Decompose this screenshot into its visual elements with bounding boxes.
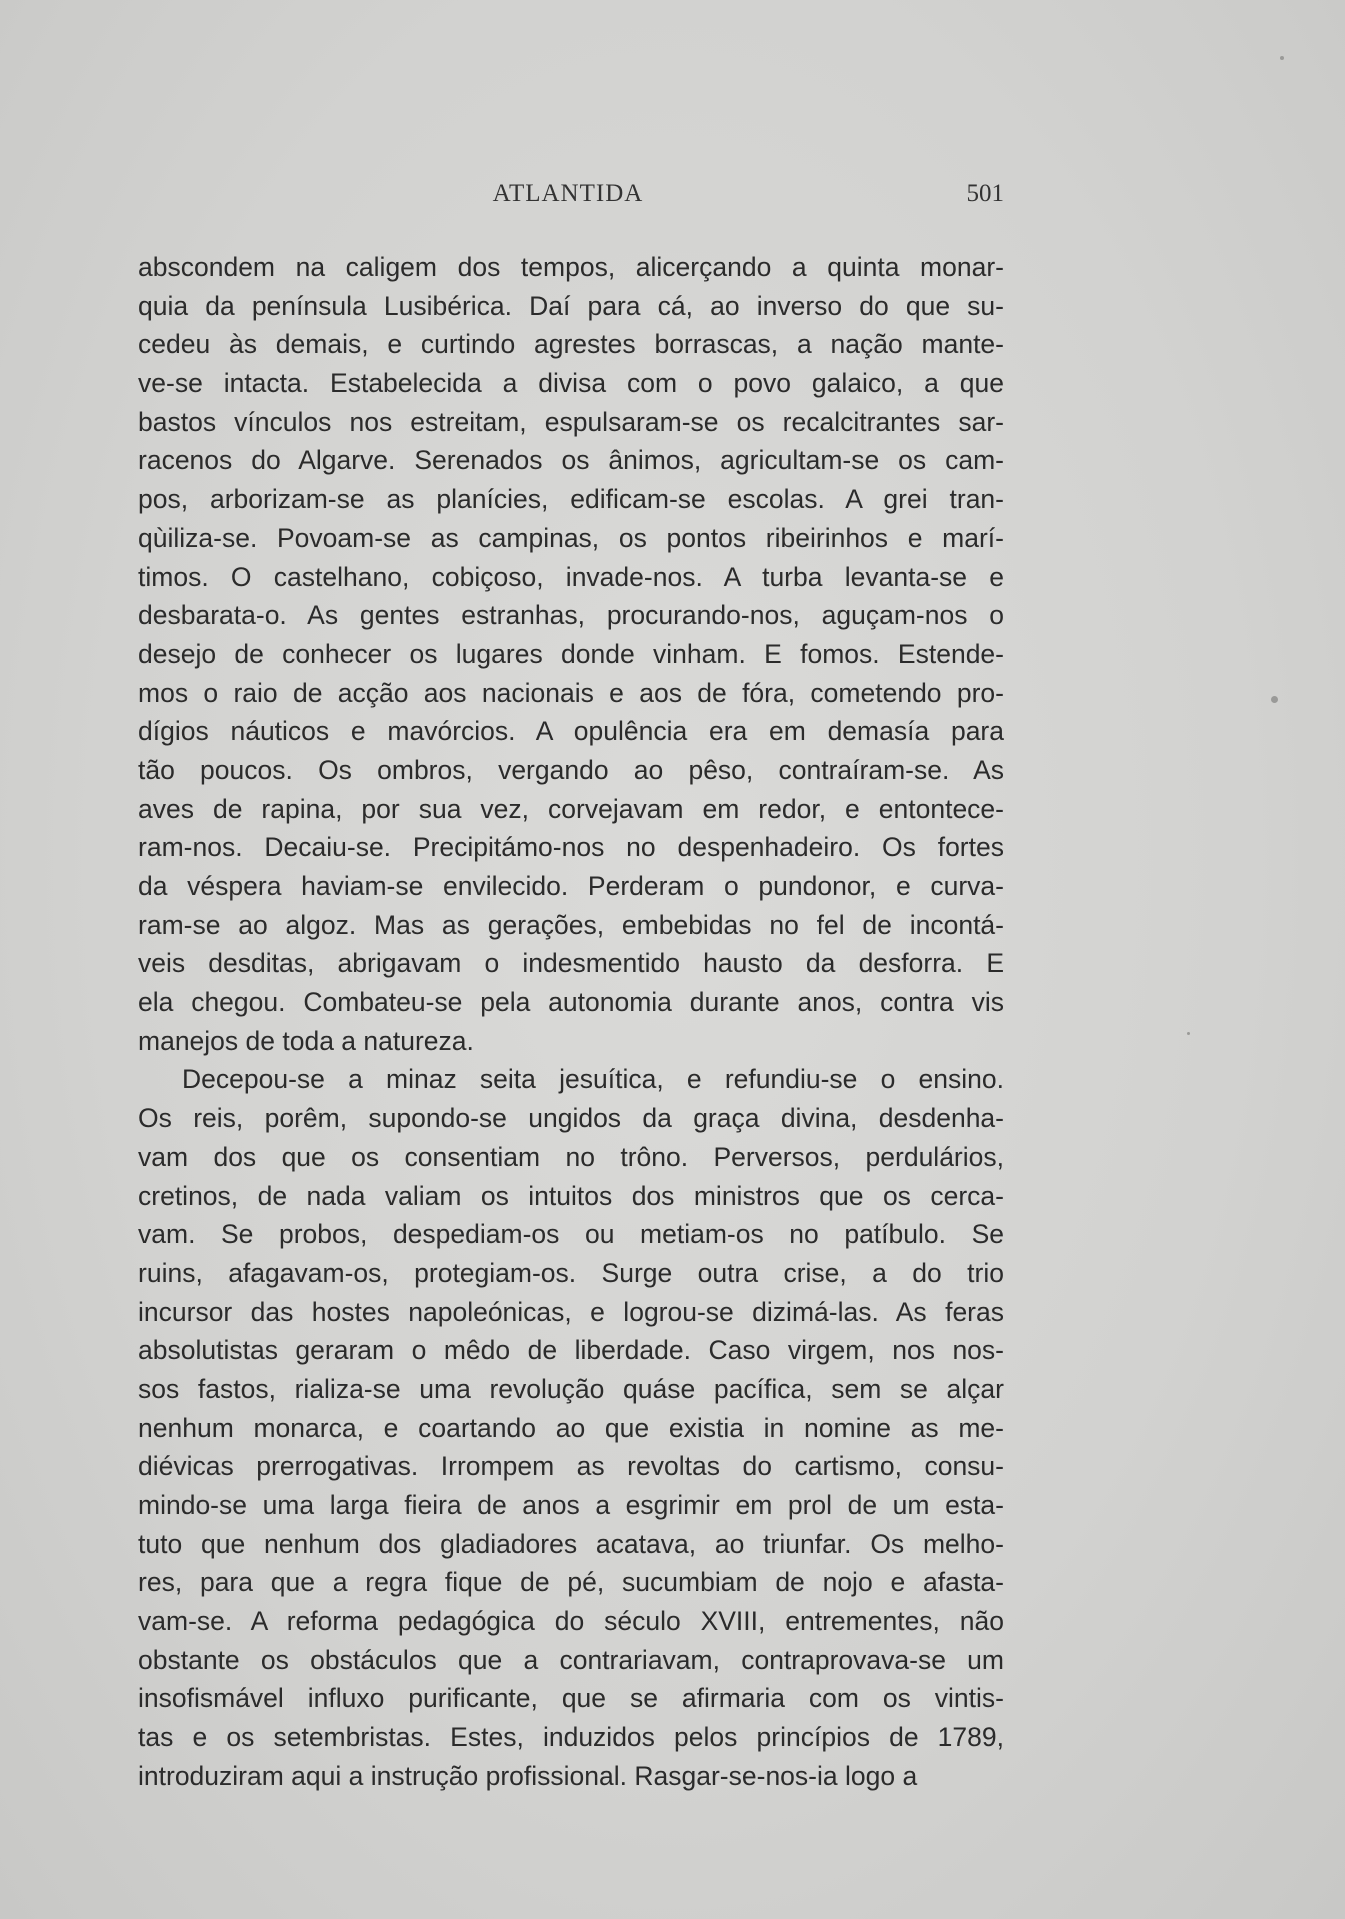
text-line: ram-se ao algoz. Mas as gerações, embebidas no fel de incontá-: [138, 909, 1004, 940]
text-line: sos fastos, rializa-se uma revolução quáse pacífica, sem se alçar: [138, 1373, 1004, 1404]
paper-speck: [1280, 56, 1284, 60]
text-line: ram-nos. Decaiu-se. Precipitámo-nos no despenhadeiro. Os fortes: [138, 832, 1004, 863]
text-line: mindo-se uma larga fieira de anos a esgrimir em prol de um esta-: [138, 1490, 1004, 1520]
text-line: res, para que a regra fique de pé, sucumbiam de nojo e afasta-: [138, 1567, 1004, 1598]
text-line: veis desditas, abrigavam o indesmentido hausto da desforra. E: [138, 948, 1004, 979]
text-line: cretinos, de nada valiam os intuitos dos ministros que os cerca-: [138, 1180, 1004, 1211]
page-number: 501: [966, 180, 1004, 207]
text-line: Decepou-se a minaz seita jesuítica, e refundiu-se o ensino.: [182, 1064, 1004, 1095]
text-line: diévicas prerrogativas. Irrompem as revoltas do cartismo, consu-: [138, 1451, 1004, 1482]
text-line: tas e os setembristas. Estes, induzidos pelos princípios de 1789,: [138, 1722, 1004, 1753]
text-line: desejo de conhecer os lugares donde vinham. E fomos. Estende-: [138, 638, 1004, 669]
text-line: timos. O castelhano, cobiçoso, invade-nos. A turba levanta-se e: [138, 561, 1004, 592]
text-line: abscondem na caligem dos tempos, alicerçando a quinta monar-: [138, 252, 1004, 282]
text-line: ve-se intacta. Estabelecida a divisa com o povo galaico, a que: [138, 368, 1004, 399]
text-line: introduziram aqui a instrução profissional. Rasgar-se-nos-ia logo a: [138, 1760, 918, 1791]
text-line: vam-se. A reforma pedagógica do século XVIII, entrementes, não: [138, 1606, 1004, 1637]
text-line: vam dos que os consentiam no trôno. Perversos, perdulários,: [138, 1141, 1004, 1172]
text-line: tuto que nenhum dos gladiadores acatava, ao triunfar. Os melho-: [138, 1528, 1004, 1559]
text-line: aves de rapina, por sua vez, corvejavam em redor, e entontece-: [138, 793, 1004, 824]
text-line: obstante os obstáculos que a contrariavam, contraprovava-se um: [138, 1644, 1004, 1675]
text-line: qùiliza-se. Povoam-se as campinas, os pontos ribeirinhos e marí-: [138, 522, 1004, 553]
running-title: ATLANTIDA: [492, 180, 644, 207]
text-line: quia da península Lusibérica. Daí para cá, ao inverso do que su-: [138, 290, 1004, 321]
text-line: ruins, afagavam-os, protegiam-os. Surge outra crise, a do trio: [138, 1257, 1004, 1288]
text-line: mos o raio de acção aos nacionais e aos de fóra, cometendo pro-: [138, 677, 1004, 708]
paragraph: [138, 1060, 1004, 1795]
text-line: dígios náuticos e mavórcios. A opulência era em demasía para: [138, 716, 1004, 747]
text-line: nenhum monarca, e coartando ao que existia in nomine as me-: [138, 1412, 1004, 1443]
page-header: [132, 176, 1004, 216]
text-line: ela chegou. Combateu-se pela autonomia durante anos, contra vis: [138, 987, 1004, 1018]
body-text: [138, 248, 1004, 1796]
text-line: manejos de toda a natureza.: [138, 1025, 474, 1056]
text-line: tão poucos. Os ombros, vergando ao pêso, contraíram-se. As: [138, 754, 1004, 785]
text-line: absolutistas geraram o mêdo de liberdade. Caso virgem, nos nos-: [138, 1335, 1004, 1366]
text-line: desbarata-o. As gentes estranhas, procurando-nos, aguçam-nos o: [138, 600, 1004, 631]
paper-speck: [1187, 1032, 1190, 1035]
text-line: Os reis, porêm, supondo-se ungidos da graça divina, desdenha-: [138, 1103, 1004, 1134]
text-line: cedeu às demais, e curtindo agrestes borrascas, a nação mante-: [138, 329, 1004, 360]
text-line: racenos do Algarve. Serenados os ânimos, agricultam-se os cam-: [138, 445, 1004, 476]
text-line: vam. Se probos, despediam-os ou metiam-os no patíbulo. Se: [138, 1219, 1004, 1250]
paper-speck: [1271, 696, 1278, 703]
paragraph: [138, 248, 1004, 1060]
text-line: da véspera haviam-se envilecido. Perderam o pundonor, e curva-: [138, 871, 1004, 901]
text-line: incursor das hostes napoleónicas, e logrou-se dizimá-las. As feras: [138, 1296, 1004, 1327]
text-line: bastos vínculos nos estreitam, espulsaram-se os recalcitrantes sar-: [138, 406, 1004, 437]
text-line: pos, arborizam-se as planícies, edificam-se escolas. A grei tran-: [138, 484, 1004, 515]
text-line: insofismável influxo purificante, que se afirmaria com os vintis-: [138, 1683, 1004, 1714]
